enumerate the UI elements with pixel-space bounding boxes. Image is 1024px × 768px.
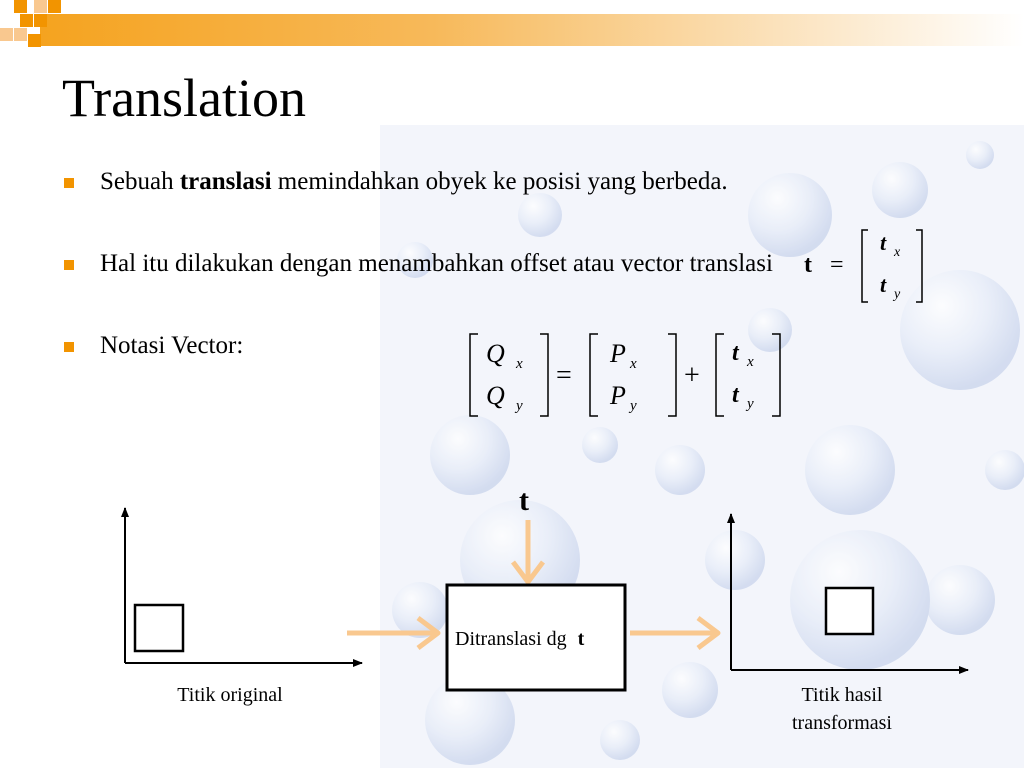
- q-y: Q: [486, 381, 505, 410]
- t-right-bracket: [772, 334, 780, 416]
- bullet-marker-1: [64, 178, 74, 188]
- t-y: t: [732, 382, 739, 408]
- p-left-bracket: [590, 334, 598, 416]
- equation-plus: +: [684, 360, 700, 391]
- box-text: [455, 626, 584, 652]
- bullet-1-text: [100, 167, 728, 197]
- bullet-3-text: Notasi Vector:: [100, 332, 244, 359]
- inline-vector-lhs: t: [804, 252, 812, 278]
- inline-vector-ty-sub: y: [894, 287, 901, 302]
- equation-equals: =: [556, 360, 572, 391]
- q-y-sub: y: [516, 398, 523, 414]
- bullet-2-text: Hal itu dilakukan dengan menambahkan offset atau vector translasi: [100, 250, 773, 277]
- corner-square-3: [48, 0, 61, 13]
- bullet-1-post: memindahkan obyek ke posisi yang berbeda.: [271, 168, 728, 195]
- vector-notation-equation: [462, 328, 786, 422]
- bullet-marker-2: [64, 260, 74, 270]
- caption-original: Titik original: [177, 684, 283, 706]
- p-y-sub: y: [630, 398, 637, 414]
- corner-square-7: [28, 34, 41, 47]
- box-text-label: Ditranslasi dg: [455, 628, 567, 650]
- corner-square-2: [34, 0, 47, 13]
- corner-square-1: [14, 0, 27, 13]
- corner-square-8: [0, 28, 13, 41]
- q-x-sub: x: [516, 356, 523, 372]
- slide-title: Translation: [62, 68, 307, 128]
- p-right-bracket: [668, 334, 676, 416]
- inline-vector-tx-sub: x: [894, 245, 901, 260]
- box-text-t: t: [577, 628, 585, 650]
- corner-square-5: [34, 14, 47, 27]
- inline-vector-equals: =: [830, 252, 844, 278]
- bullet-1-bold: translasi: [179, 168, 272, 195]
- q-right-bracket: [540, 334, 548, 416]
- top-accent-bar: [40, 14, 1024, 46]
- inline-translation-vector: [800, 224, 930, 306]
- p-y: P: [610, 381, 626, 410]
- inline-vector-right-bracket: [916, 230, 922, 302]
- t-y-sub: y: [747, 396, 754, 412]
- translated-square: [826, 588, 873, 634]
- inline-vector-ty: t: [880, 272, 887, 297]
- caption-result-line1: Titik hasil: [801, 684, 883, 706]
- caption-result-line2: transformasi: [792, 712, 892, 734]
- p-x: P: [610, 339, 626, 368]
- t-x: t: [732, 340, 739, 366]
- bullet-1-pre: Sebuah: [100, 168, 180, 195]
- t-x-sub: x: [747, 354, 754, 370]
- corner-square-6: [14, 28, 27, 41]
- diagram-t-label: t: [519, 484, 529, 517]
- q-x: Q: [486, 339, 505, 368]
- t-left-bracket: [716, 334, 724, 416]
- q-left-bracket: [470, 334, 478, 416]
- inline-vector-tx: t: [880, 230, 887, 255]
- inline-vector-left-bracket: [862, 230, 868, 302]
- bullet-marker-3: [64, 342, 74, 352]
- p-x-sub: x: [630, 356, 637, 372]
- original-square: [135, 605, 183, 651]
- corner-square-4: [20, 14, 33, 27]
